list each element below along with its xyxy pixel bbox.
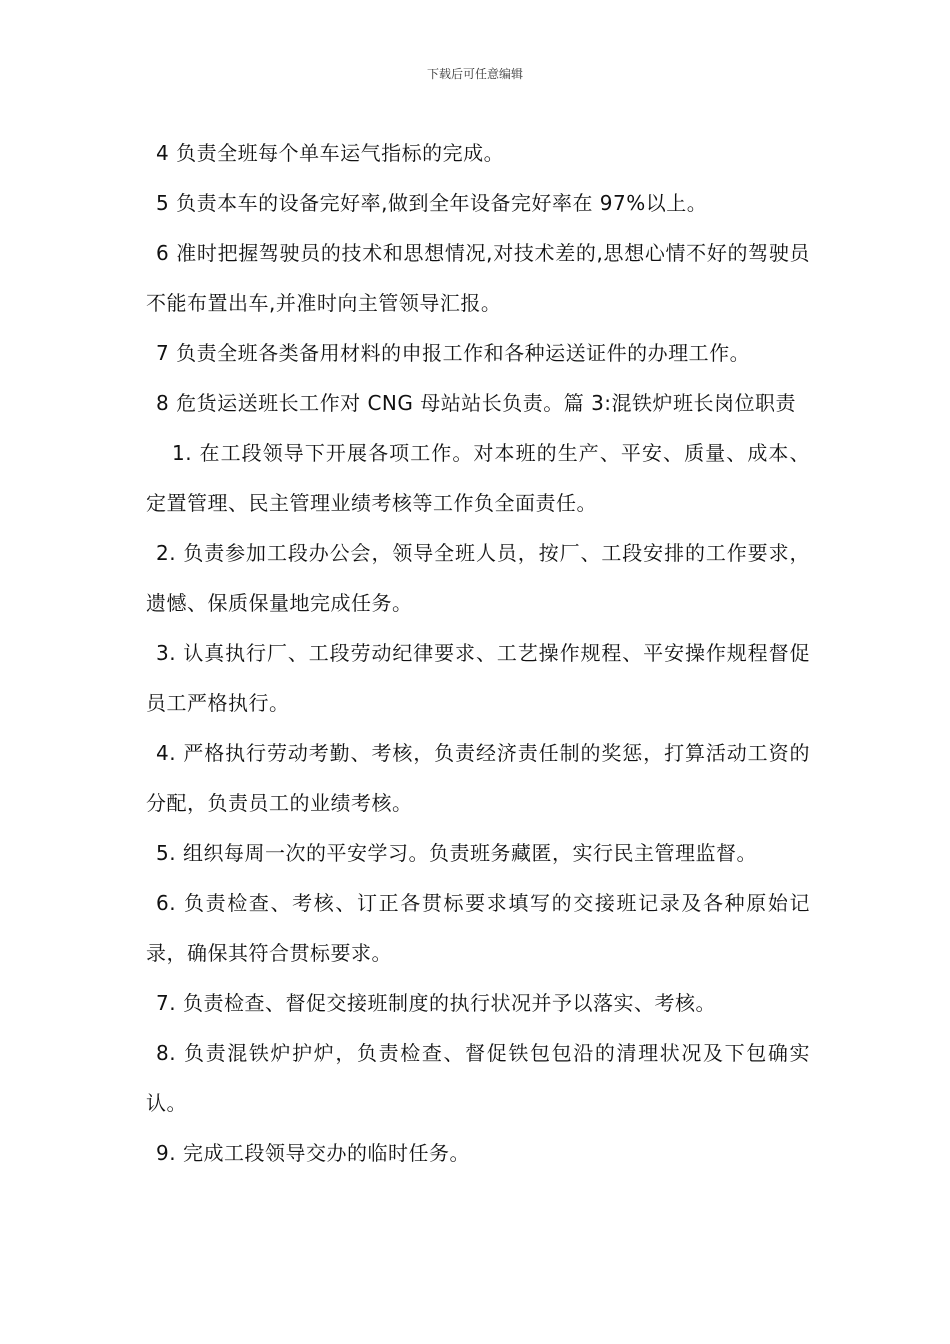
page-header: 下载后可任意编辑 bbox=[426, 67, 523, 81]
duty-item-8: 8. 负责混铁炉护炉，负责检查、督促铁包包沿的清理状况及下包确实认。 bbox=[146, 1041, 810, 1115]
paragraph-item-6: 6 准时把握驾驶员的技术和思想情况,对技术差的,思想心情不好的驾驶员不能布置出车,并准时向主管领导汇报。 bbox=[146, 241, 810, 315]
document-body bbox=[146, 128, 810, 1178]
duty-item-3: 3. 认真执行厂、工段劳动纪律要求、工艺操作规程、平安操作规程督促员工严格执行。 bbox=[146, 641, 810, 715]
duty-item-9: 9. 完成工段领导交办的临时任务。 bbox=[156, 1141, 470, 1165]
paragraph-item-5: 5 负责本车的设备完好率,做到全年设备完好率在 97%以上。 bbox=[156, 191, 708, 215]
duty-item-4: 4. 严格执行劳动考勤、考核，负责经济责任制的奖惩，打算活动工资的分配，负责员工的业绩考核。 bbox=[146, 741, 810, 815]
paragraph-item-8: 8 危货运送班长工作对 CNG 母站站长负责。篇 3:混铁炉班长岗位职责 bbox=[156, 391, 797, 415]
paragraph-item-7: 7 负责全班各类备用材料的申报工作和各种运送证件的办理工作。 bbox=[156, 341, 751, 365]
duty-item-5: 5. 组织每周一次的平安学习。负责班务藏匿，实行民主管理监督。 bbox=[156, 841, 757, 865]
duty-item-7: 7. 负责检查、督促交接班制度的执行状况并予以落实、考核。 bbox=[156, 991, 716, 1015]
duty-item-2: 2. 负责参加工段办公会，领导全班人员，按厂、工段安排的工作要求，遗憾、保质保量地完成任务。 bbox=[146, 541, 810, 615]
duty-item-1: 1. 在工段领导下开展各项工作。对本班的生产、平安、质量、成本、定置管理、民主管理业绩考核等工作负全面责任。 bbox=[146, 441, 810, 515]
duty-item-6: 6. 负责检查、考核、订正各贯标要求填写的交接班记录及各种原始记录，确保其符合贯标要求。 bbox=[146, 891, 810, 965]
paragraph-item-4: 4 负责全班每个单车运气指标的完成。 bbox=[156, 141, 505, 165]
